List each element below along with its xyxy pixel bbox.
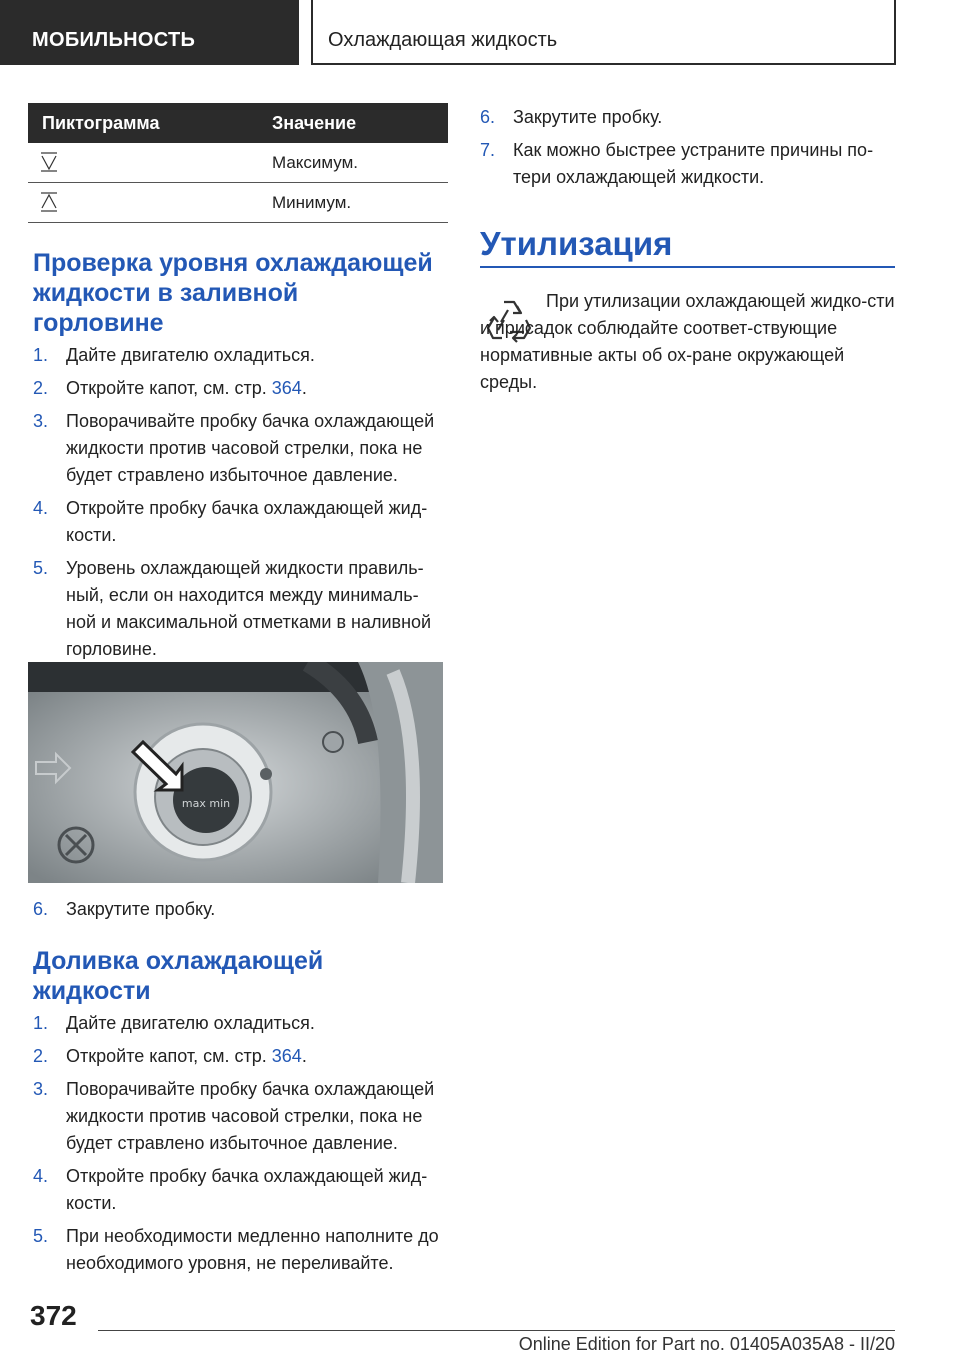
refill-steps-continued — [480, 104, 895, 197]
topic-title: Охлаждающая жидкость — [311, 0, 896, 65]
list-item: 6. Закрутите пробку. — [480, 107, 663, 127]
column-header-pictogram: Пиктограмма — [42, 113, 160, 133]
refill-steps-list — [33, 1010, 448, 1283]
list-item: 1. Дайте двигателю охладиться. — [33, 345, 315, 365]
list-item: 2. Откройте капот, см. стр. 364. — [33, 378, 307, 398]
disposal-text: При утилизации охлаждающей жидко-сти и присадок соблюдайте соответ-ствующие нормативные акты об ох-ране окружающей среды. — [480, 291, 895, 392]
footer-divider — [98, 1330, 895, 1331]
pictogram-table — [28, 103, 448, 223]
page-number: 372 — [30, 1300, 77, 1331]
table-cell-value: Максимум. — [272, 153, 359, 172]
table-cell-value: Минимум. — [272, 193, 352, 212]
list-item: 4. Откройте пробку бачка охлаждающей жид-кости. — [33, 498, 428, 545]
page-link[interactable]: 364 — [271, 1046, 302, 1066]
divider — [480, 266, 895, 268]
list-item: 7. Как можно быстрее устраните причины по-тери охлаждающей жидкости. — [480, 140, 874, 187]
list-item: 3. Поворачивайте пробку бачка охлаждающей жидкости против часовой стрелки, пока не будет стравлено избыточное давление. — [33, 1079, 435, 1153]
page-link[interactable]: 364 — [271, 378, 302, 398]
list-item: 5. При необходимости медленно наполните до необходимого уровня, не переливайте. — [33, 1226, 439, 1273]
list-item: 3. Поворачивайте пробку бачка охлаждающей жидкости против часовой стрелки, пока не будет стравлено избыточное давление. — [33, 411, 435, 485]
section-tab: МОБИЛЬНОСТЬ — [0, 0, 299, 65]
table-header — [28, 103, 448, 143]
svg-text:max min: max min — [181, 797, 231, 810]
max-mark-icon — [40, 151, 58, 173]
table-row — [28, 183, 448, 223]
disposal-title: Утилизация — [480, 225, 673, 262]
check-section-title: Проверка уровня охлаждающей жидкости в заливной горловине — [33, 249, 433, 337]
list-item: 5. Уровень охлаждающей жидкости правиль-ный, если он находится между минималь-ной и максимальной отметками в наливной горловине. — [33, 558, 432, 659]
list-item: 4. Откройте пробку бачка охлаждающей жид-кости. — [33, 1166, 428, 1213]
table-row — [28, 143, 448, 183]
check-step-6 — [33, 896, 448, 929]
check-steps-list — [33, 342, 448, 669]
list-item: 2. Откройте капот, см. стр. 364. — [33, 1046, 307, 1066]
column-header-meaning: Значение — [272, 113, 357, 133]
coolant-reservoir-photo — [28, 662, 443, 883]
list-item: 6. Закрутите пробку. — [33, 899, 216, 919]
min-mark-icon — [40, 191, 58, 213]
refill-section-title: Доливка охлаждающей жидкости — [33, 947, 324, 1005]
footer-edition: Online Edition for Part no. 01405A035A8 - II/20 — [518, 1334, 895, 1354]
list-item: 1. Дайте двигателю охладиться. — [33, 1013, 315, 1033]
